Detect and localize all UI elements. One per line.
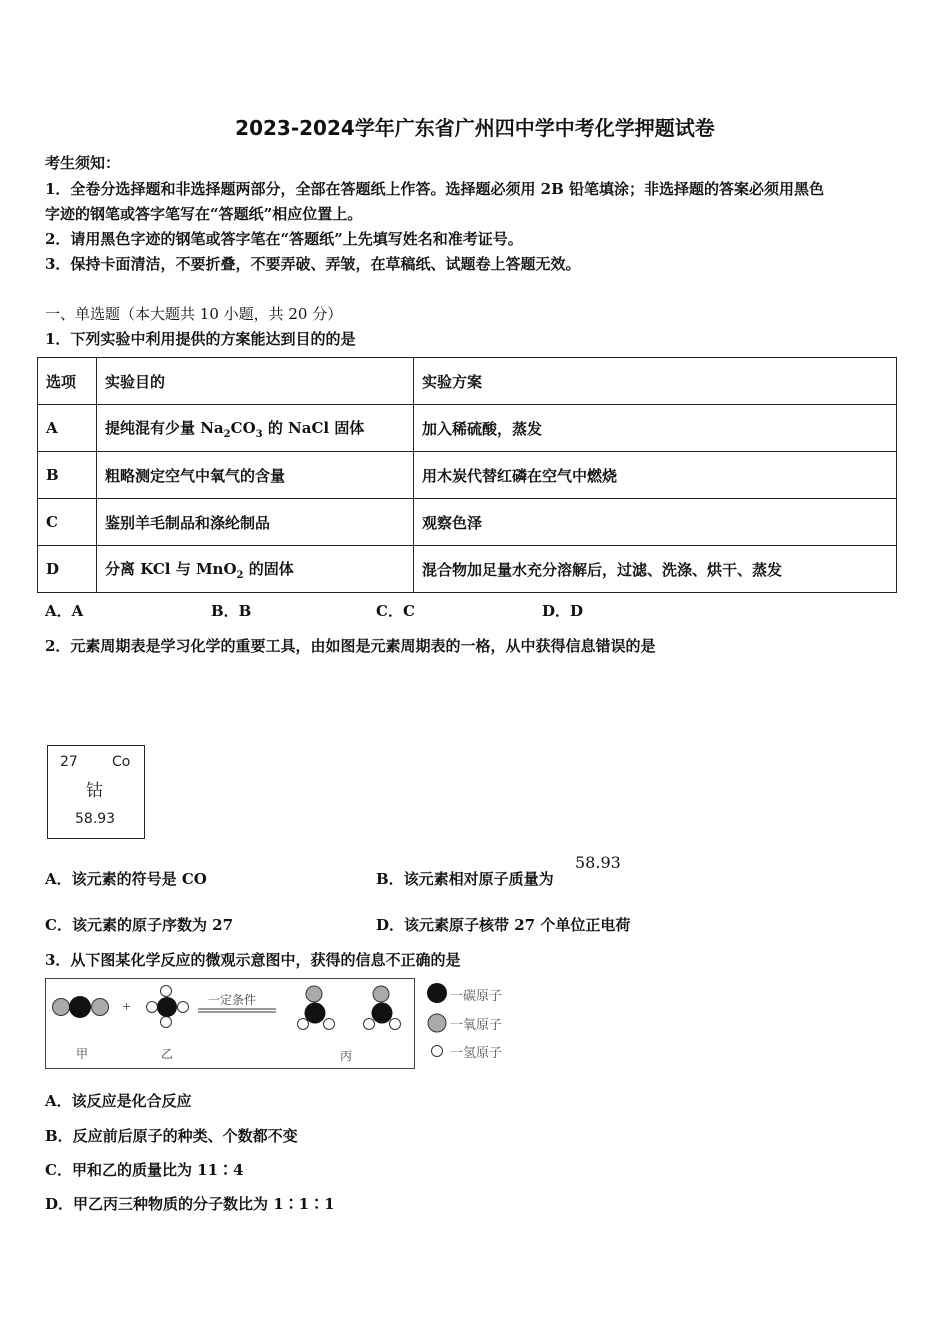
atomic-mass: 58.93	[75, 811, 116, 827]
q2-option-b: B．该元素相对原子质量为	[376, 870, 554, 888]
carbon-swatch	[427, 983, 447, 1003]
table-row	[38, 546, 897, 593]
q2-option-b-value: 58.93	[575, 853, 621, 872]
table-row	[38, 452, 897, 499]
row-option: D	[38, 546, 97, 593]
row-plan: 观察色泽	[414, 499, 897, 546]
q1-choice-d: D．D	[542, 602, 584, 620]
row-option: A	[38, 405, 97, 452]
q3-option-c: C．甲和乙的质量比为 11∶4	[45, 1161, 244, 1179]
q1-table	[37, 357, 897, 593]
row-goal: 粗略测定空气中氧气的含量	[97, 452, 414, 499]
notice-heading: 考生须知：	[45, 154, 121, 172]
oxygen-swatch	[428, 1014, 446, 1032]
product-molecule-1	[298, 986, 335, 1030]
row-option: C	[38, 499, 97, 546]
row-goal: 分离 KCl 与 MnO$_2$ 的固体	[97, 546, 414, 593]
notice-line-1a: 1．全卷分选择题和非选择题两部分，全部在答题纸上作答。选择题必须用 2B 铅笔填涂；非选择题的答案必须用黑色	[45, 180, 825, 198]
legend-carbon: 一碳原子	[450, 989, 503, 1004]
row-goal: 鉴别羊毛制品和涤纶制品	[97, 499, 414, 546]
notice-line-3: 3．保持卡面清洁，不要折叠，不要弄破、弄皱，在草稿纸、试题卷上答题无效。	[45, 255, 581, 273]
reaction-diagram	[45, 978, 415, 1069]
q3-option-a: A．该反应是化合反应	[45, 1092, 192, 1110]
atomic-number: 27	[60, 754, 78, 770]
legend-hydrogen: 一氢原子	[450, 1046, 503, 1061]
q1-choice-b: B．B	[211, 602, 252, 620]
ch4-molecule	[147, 986, 189, 1028]
q1-stem: 1．下列实验中利用提供的方案能达到目的的是	[45, 330, 356, 348]
notice-line-2: 2．请用黑色字迹的钢笔或答字笔在“答题纸”上先填写姓名和准考证号。	[45, 230, 523, 248]
q1-choice-c: C．C	[376, 602, 415, 620]
header-plan: 实验方案	[414, 358, 897, 405]
row-goal: 提纯混有少量 $Na_2CO_3$ 的 NaCl 固体	[97, 405, 414, 452]
periodic-table-tile	[47, 745, 145, 839]
row-plan: 加入稀硫酸，蒸发	[414, 405, 897, 452]
element-name: 钴	[86, 781, 103, 801]
row-option: B	[38, 452, 97, 499]
row-plan: 用木炭代替红磷在空气中燃烧	[414, 452, 897, 499]
legend-oxygen: 一氧原子	[450, 1018, 503, 1033]
plus-sign: +	[122, 1000, 132, 1013]
header-option: 选项	[38, 358, 97, 405]
q1-choice-a: A．A	[45, 602, 84, 620]
q3-stem: 3．从下图某化学反应的微观示意图中，获得的信息不正确的是	[45, 951, 461, 969]
table-row	[38, 405, 897, 452]
q3-option-d: D．甲乙丙三种物质的分子数比为 1∶1∶1	[45, 1195, 335, 1213]
page-title: 2023-2024学年广东省广州四中学中考化学押题试卷	[235, 116, 715, 140]
notice-line-1b: 字迹的钢笔或答字笔写在“答题纸”相应位置上。	[45, 205, 363, 223]
condition-label: 一定条件	[208, 993, 257, 1007]
label-jia: 甲	[76, 1047, 89, 1061]
hydrogen-swatch	[432, 1046, 443, 1057]
product-molecule-2	[364, 986, 401, 1030]
q2-option-d: D．该元素原子核带 27 个单位正电荷	[376, 916, 631, 934]
section-heading: 一、单选题（本大题共 10 小题，共 20 分）	[45, 305, 343, 323]
co2-molecule	[53, 996, 109, 1018]
table-row	[38, 499, 897, 546]
label-bing: 丙	[340, 1049, 353, 1063]
q3-option-b: B．反应前后原子的种类、个数都不变	[45, 1127, 298, 1145]
label-yi: 乙	[161, 1047, 174, 1061]
header-goal: 实验目的	[97, 358, 414, 405]
row-plan: 混合物加足量水充分溶解后，过滤、洗涤、烘干、蒸发	[414, 546, 897, 593]
legend-swatches	[426, 982, 450, 1062]
q2-option-a: A．该元素的符号是 CO	[45, 870, 207, 888]
element-symbol: Co	[112, 754, 131, 770]
q2-option-c: C．该元素的原子序数为 27	[45, 916, 234, 934]
q2-stem: 2．元素周期表是学习化学的重要工具，由如图是元素周期表的一格，从中获得信息错误的是	[45, 637, 656, 655]
table-header-row	[38, 358, 897, 405]
